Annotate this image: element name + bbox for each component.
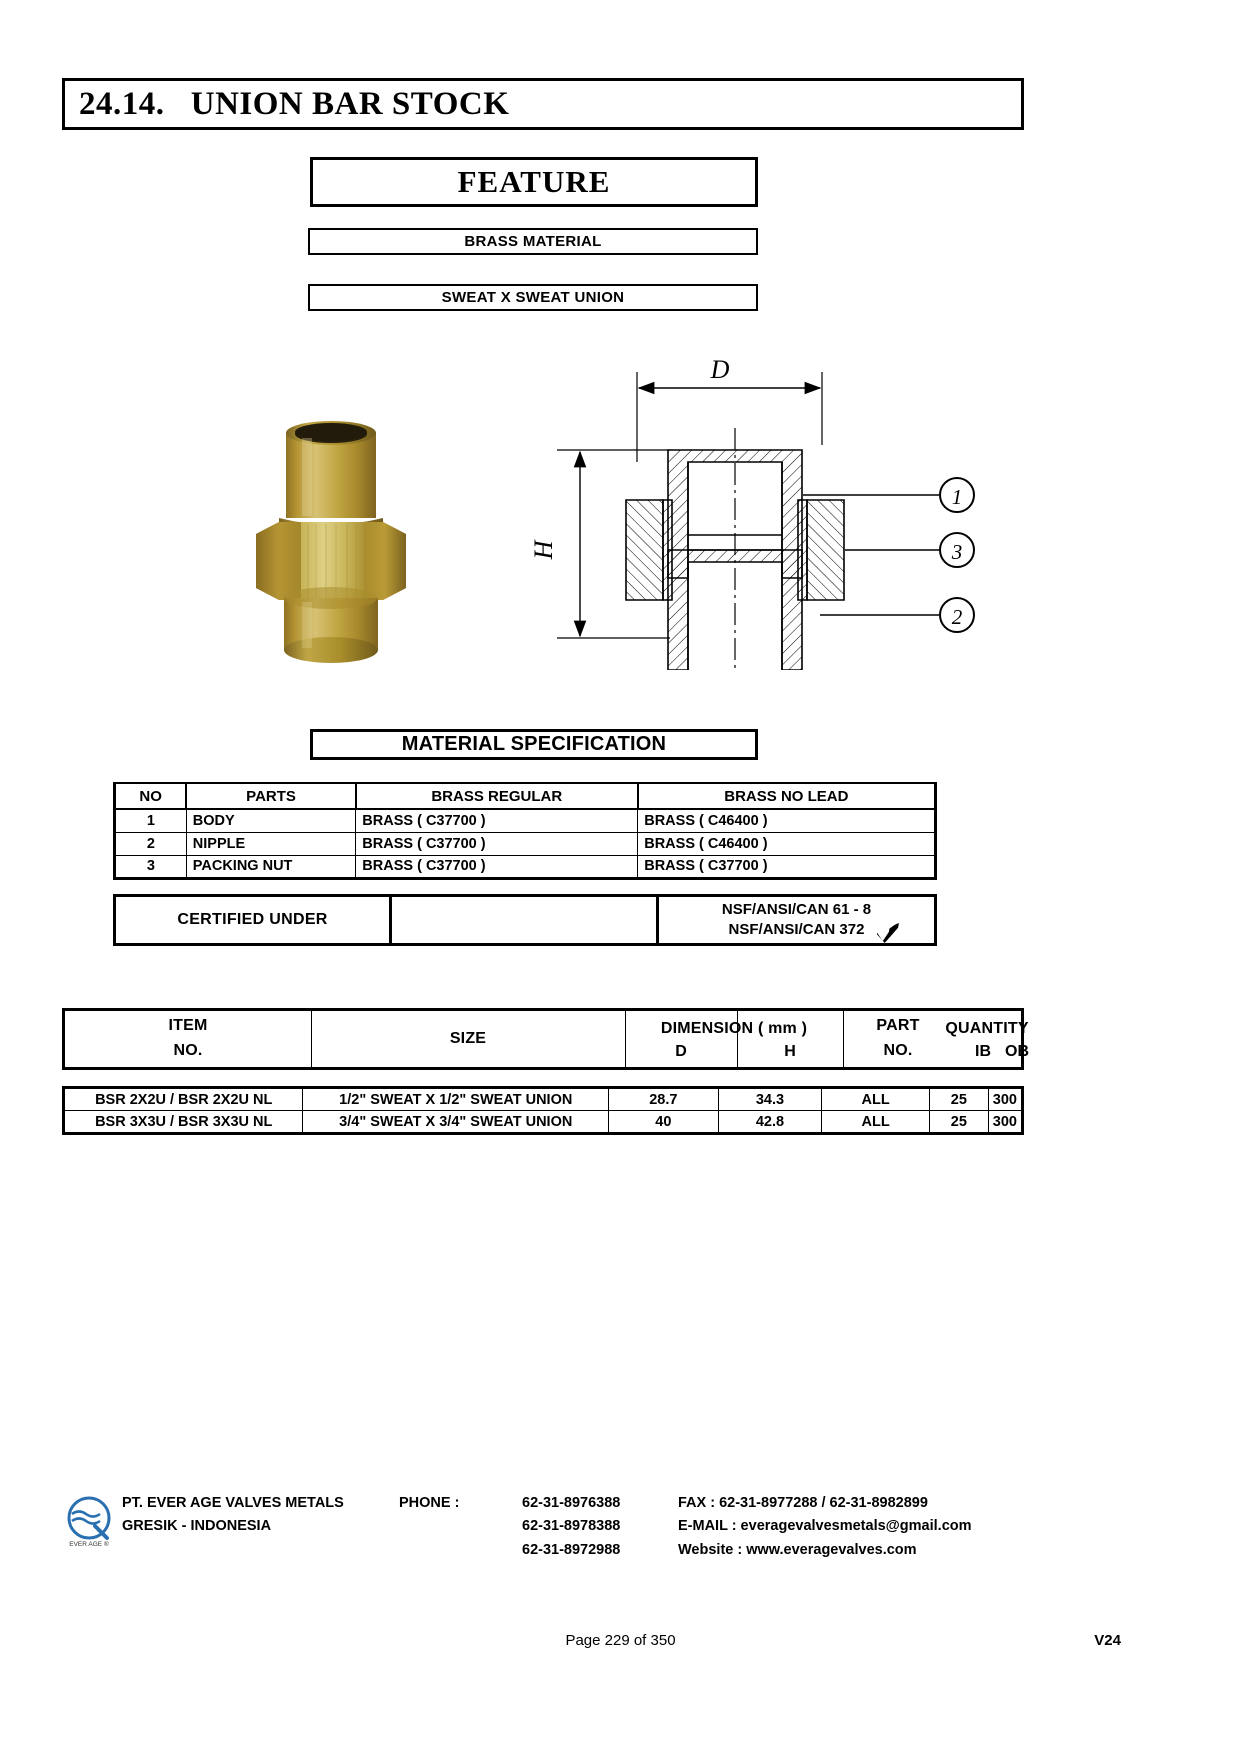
footer-phone-numbers — [522, 1492, 620, 1562]
cell-dim-d: 40 — [609, 1111, 719, 1134]
hdr-dim-h-label: H — [784, 1043, 796, 1060]
company-logo — [62, 1496, 117, 1548]
cell-parts: PACKING NUT — [186, 855, 356, 878]
balloon-3-label: 3 — [951, 540, 963, 564]
footer-phone-3: 62-31-8972988 — [522, 1541, 621, 1558]
cell-dim-h: 34.3 — [718, 1088, 822, 1111]
material-specification-heading: MATERIAL SPECIFICATION — [401, 733, 667, 755]
footer-company-location: GRESIK - INDONESIA — [122, 1518, 272, 1535]
footer-company-block — [122, 1492, 344, 1539]
balloon-2-label: 2 — [951, 605, 963, 629]
dimension-label-d: D — [710, 355, 730, 384]
hdr-size — [311, 1011, 625, 1067]
cell-no: 2 — [115, 832, 187, 855]
footer-fax: FAX : 62-31-8977288 / 62-31-8982899 — [678, 1495, 928, 1511]
nsf-standard-372: NSF/ANSI/CAN 372 — [728, 921, 865, 938]
hdr-part-l1: PART — [876, 1017, 920, 1035]
cell-nolead: BRASS ( C46400 ) — [638, 809, 936, 832]
hdr-item-l1: ITEM — [168, 1017, 208, 1035]
cell-qty-ib: 25 — [929, 1111, 988, 1134]
feature-heading-box — [310, 157, 758, 207]
table-row — [115, 855, 936, 878]
cell-part-no: ALL — [822, 1111, 930, 1134]
cell-part-no: ALL — [822, 1088, 930, 1111]
certified-under-label: CERTIFIED UNDER — [177, 911, 328, 928]
hdr-size-label: SIZE — [449, 1030, 487, 1047]
dimension-label-h: H — [529, 540, 558, 560]
certified-nolead-cell — [659, 897, 934, 943]
cell-parts: NIPPLE — [186, 832, 356, 855]
hdr-item — [65, 1011, 311, 1067]
feature-line-material — [308, 228, 758, 255]
certified-under-row — [113, 894, 937, 946]
cell-qty-ib: 25 — [929, 1088, 988, 1111]
hdr-qty-ib-label: IB — [975, 1043, 991, 1060]
certified-under-label-cell — [116, 897, 392, 943]
footer-phone-label-block — [399, 1492, 459, 1515]
table-header-row — [115, 783, 936, 809]
feature-type-label: SWEAT X SWEAT UNION — [441, 289, 625, 306]
cell-dim-h: 42.8 — [718, 1111, 822, 1134]
feature-heading: FEATURE — [457, 164, 611, 199]
cell-dim-d: 28.7 — [609, 1088, 719, 1111]
cell-qty-ob: 300 — [988, 1111, 1022, 1134]
cell-regular: BRASS ( C37700 ) — [356, 832, 638, 855]
page-title: 24.14. UNION BAR STOCK — [79, 85, 510, 122]
cell-item-no: BSR 3X3U / BSR 3X3U NL — [64, 1111, 303, 1134]
hdr-qty-ib — [953, 1011, 1013, 1067]
page-title-box — [62, 78, 1024, 130]
cell-regular: BRASS ( C37700 ) — [356, 809, 638, 832]
col-parts: PARTS — [186, 783, 356, 809]
hdr-part-l2: NO. — [883, 1042, 913, 1059]
cell-nolead: BRASS ( C37700 ) — [638, 855, 936, 878]
technical-drawing — [520, 350, 1000, 670]
footer-phone-2: 62-31-8978388 — [522, 1518, 621, 1535]
hdr-part — [843, 1011, 953, 1067]
hdr-dimension-label: DIMENSION ( mm ) — [660, 1020, 808, 1037]
feature-line-type — [308, 284, 758, 311]
hdr-dim-d — [625, 1011, 737, 1067]
product-photo — [216, 398, 446, 668]
col-no: NO — [115, 783, 187, 809]
hdr-qty-ob-label: OB — [1005, 1043, 1029, 1060]
cell-qty-ob: 300 — [988, 1088, 1022, 1111]
material-specification-heading-box — [310, 729, 758, 760]
hdr-qty-ob — [1005, 1011, 1029, 1067]
cell-regular: BRASS ( C37700 ) — [356, 855, 638, 878]
cell-size: 3/4" SWEAT X 3/4" SWEAT UNION — [303, 1111, 609, 1134]
table-row — [115, 832, 936, 855]
nsf-standard-61: NSF/ANSI/CAN 61 - 8 — [721, 901, 872, 919]
cell-item-no: BSR 2X2U / BSR 2X2U NL — [64, 1088, 303, 1111]
balloon-1-label: 1 — [951, 485, 963, 509]
footer-email: E-MAIL : everagevalvesmetals@gmail.com — [678, 1518, 972, 1535]
material-specification-table — [113, 782, 937, 880]
footer-phone-label: PHONE : — [399, 1495, 460, 1511]
table-row — [64, 1088, 1023, 1111]
cell-size: 1/2" SWEAT X 1/2" SWEAT UNION — [303, 1088, 609, 1111]
table-row — [115, 809, 936, 832]
cell-no: 3 — [115, 855, 187, 878]
item-table — [62, 1086, 1024, 1135]
hdr-dim-h — [737, 1011, 843, 1067]
cell-no: 1 — [115, 809, 187, 832]
nsf-check-icon — [876, 922, 901, 943]
footer-phone-1: 62-31-8976388 — [522, 1495, 621, 1511]
col-nolead: BRASS NO LEAD — [638, 783, 936, 809]
page-number: Page 229 of 350 — [565, 1632, 676, 1649]
footer-company-name: PT. EVER AGE VALVES METALS — [122, 1495, 344, 1511]
version-code: V24 — [1094, 1632, 1121, 1649]
table-row — [64, 1111, 1023, 1134]
footer-website: Website : www.everagevalves.com — [678, 1541, 917, 1558]
hdr-dim-d-label: D — [675, 1043, 687, 1060]
cell-parts: BODY — [186, 809, 356, 832]
logo-wordmark: EVER AGE ® — [69, 1541, 109, 1548]
footer-contact-block — [678, 1492, 972, 1562]
col-regular: BRASS REGULAR — [356, 783, 638, 809]
item-table-header — [62, 1008, 1029, 1070]
hdr-quantity-label: QUANTITY — [945, 1020, 1029, 1037]
certified-regular-cell — [392, 897, 659, 943]
feature-material-label: BRASS MATERIAL — [464, 233, 602, 250]
hdr-item-l2: NO. — [173, 1042, 203, 1059]
cell-nolead: BRASS ( C46400 ) — [638, 832, 936, 855]
